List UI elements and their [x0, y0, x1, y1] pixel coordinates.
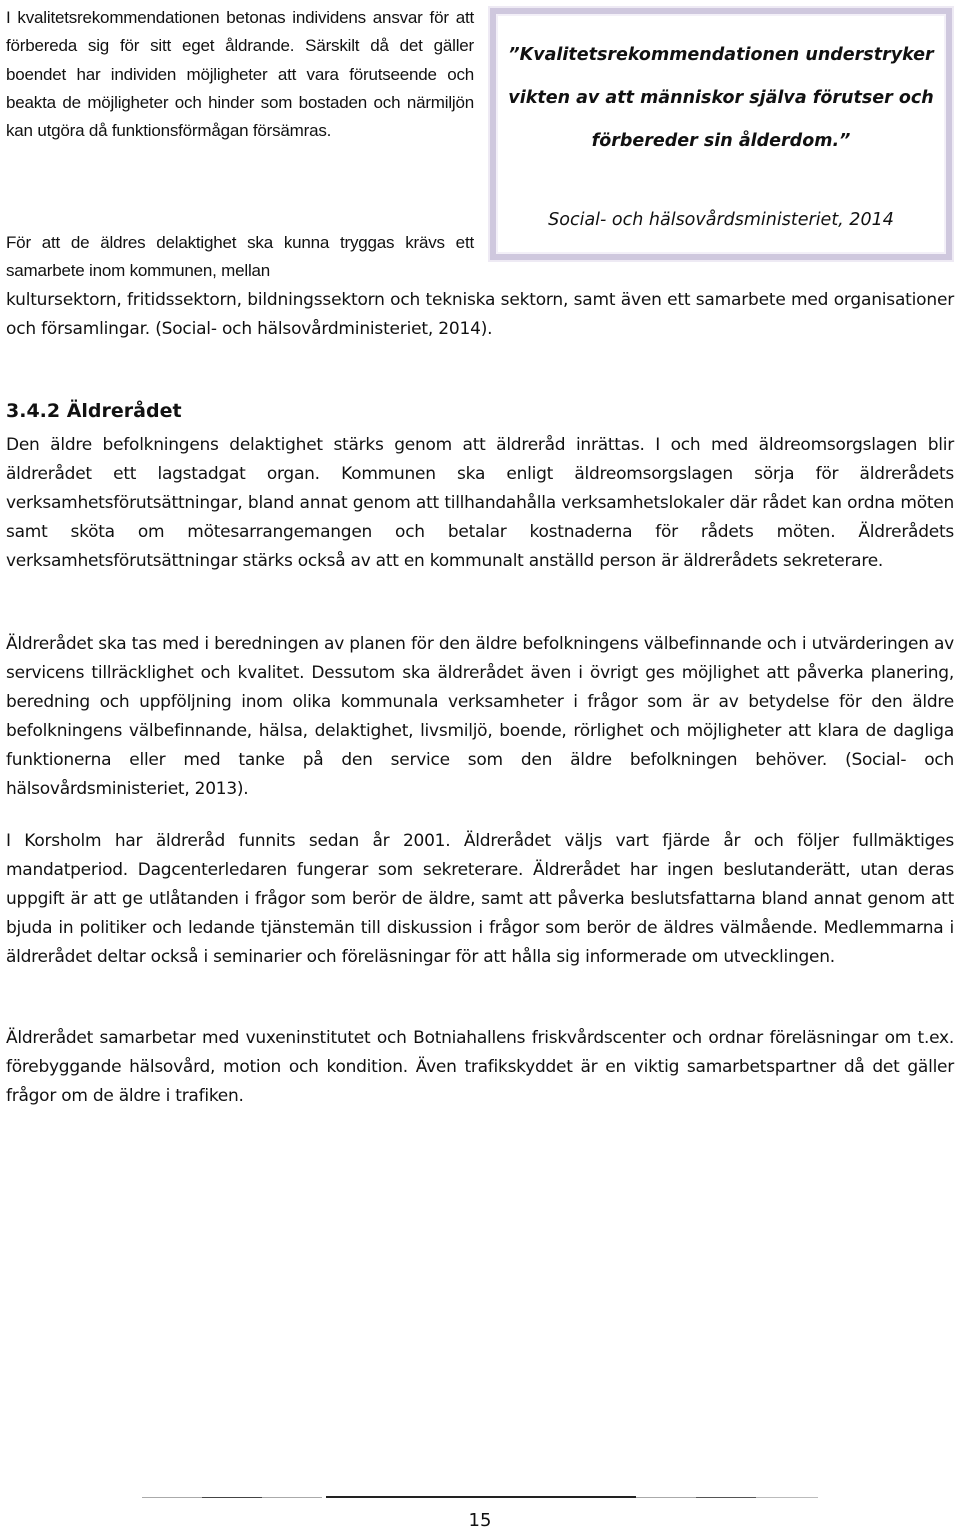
- pull-quote-box: [490, 8, 952, 260]
- page-number: 15: [468, 1510, 492, 1531]
- intro-paragraph-2-start: För att de äldres delaktighet ska kunna tryggas krävs ett samarbete inom kommunen, mellan: [6, 233, 474, 281]
- body-paragraph: Äldrerådet ska tas med i beredningen av planen för den äldre befolkningens välbefinnande och i utvärderingen av servicens tillräcklighet och kvalitet. Dessutom ska äldrerådet även i övrigt ges möjlighet att påverka planering, beredning och uppföljning inom olika kommunala verksamheter i frågor som är av betydelse för den äldre befolkningens välbefinnande, hälsa, delaktighet, livsmiljö, boende, rörlighet och möjligheter att klara de dagliga funktionerna eller med tanke på den service som den äldre befolkningen behöver. (Social- och hälsovårdsministeriet, 2013).: [6, 634, 954, 800]
- body-paragraph: I Korsholm har äldreråd funnits sedan år 2001. Äldrerådet väljs vart fjärde år och följer fullmäktiges mandatperiod. Dagcenterledaren fungerar som sekreterare. Äldrerådet har ingen beslutanderätt, utan deras uppgift är att ge utlåtanden i frågor som berör de äldre, samt att påverka beslutsfattarna bland annat genom att bjuda in politiker och ledande tjänstemän till diskussion i frågor som berör de äldres välmående. Medlemmarna i äldrerådet deltar också i seminarier och föreläsningar för att hålla sig informerade om utvecklingen.: [6, 831, 954, 968]
- body-paragraph: Äldrerådet samarbetar med vuxeninstitutet och Botniahallens friskvårdscenter och ordnar föreläsningar om t.ex. förebyggande hälsovård, motion och kondition. Även trafikskyddet är en viktig samarbetspartner då det gäller frågor om de äldre i trafiken.: [6, 1028, 954, 1107]
- section-heading: 3.4.2 Äldrerådet: [6, 400, 182, 422]
- pull-quote-text: ”Kvalitetsrekommendationen understryker vikten av att människor själva förutser och förbereder sin ålderdom.”: [508, 45, 934, 151]
- body-paragraph: Den äldre befolkningens delaktighet stärks genom att äldreråd inrättas. I och med äldreomsorgslagen blir äldrerådet ett lagstadgat organ. Kommunen ska enligt äldreomsorgslagen sörja för äldrerådets verksamhetsförutsättningar, bland annat genom att tillhandahålla verksamhetslokaler där rådet kan ordna möten samt sköta om mötesarrangemangen och betalar kostnaderna för rådets möten. Äldrerådets verksamhetsförutsättningar stärks också av att en kommunalt anställd person är äldrerådets sekreterare.: [6, 435, 954, 572]
- intro-paragraph: I kvalitetsrekommendationen betonas individens ansvar för att förbereda sig för sitt eget åldrande. Särskilt då det gäller boendet har individen möjligheter att vara förutseende och beakta de möjligheter och hinder som bostaden och närmiljön kan utgöra då funktionsförmågan försämras.: [6, 8, 474, 141]
- footer-divider: [142, 1497, 818, 1498]
- pull-quote-source: Social- och hälsovårdsministeriet, 2014: [548, 210, 894, 230]
- intro-paragraph-2-continued: kultursektorn, fritidssektorn, bildningssektorn och tekniska sektorn, samt även ett samarbete med organisationer och församlingar. (Social- och hälsovårdministeriet, 2014).: [6, 290, 954, 339]
